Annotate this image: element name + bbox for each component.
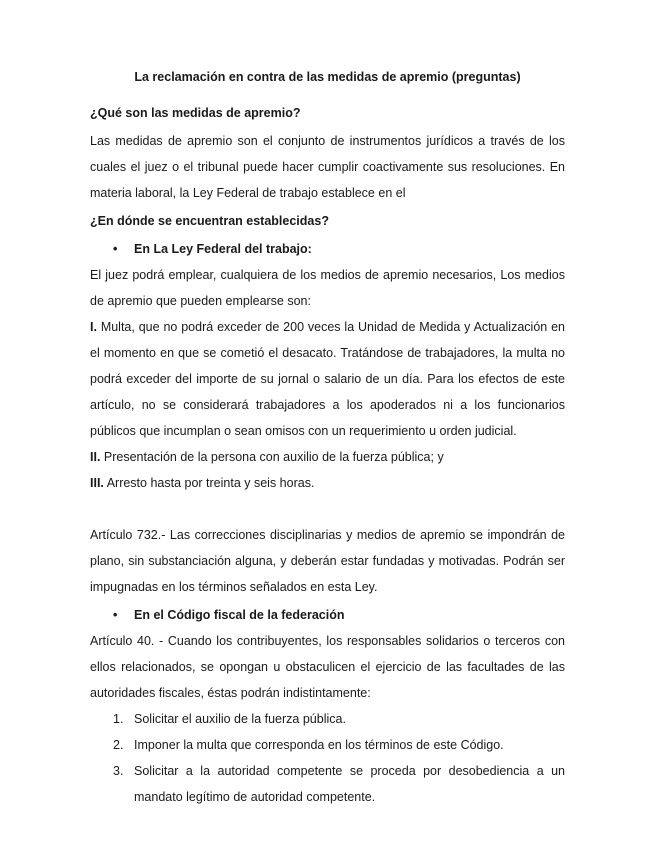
apremio-item-presentacion [90,444,565,470]
item-text-3: Arresto hasta por treinta y seis horas. [103,476,315,490]
section-heading-que-son: ¿Qué son las medidas de apremio? [90,106,301,120]
list-item-3 [113,758,565,810]
paragraph-articulo-40: Artículo 40. - Cuando los contribuyentes, los responsables solidarios o terceros con ellos relacionados, se opongan u obstaculicen el ejercicio de las facultades de las autoridades fiscales, éstas podrán indistintamente: [90,634,565,700]
apremio-item-multa [90,314,565,444]
list-item-text: Solicitar a la autoridad competente se proceda por desobediencia a un mandato legítimo de autoridad competente. [134,764,565,804]
paragraph-medios-intro: El juez podrá emplear, cualquiera de los medios de apremio necesarios, Los medios de apremio que pueden emplearse son: [90,268,565,308]
list-item-text: Solicitar el auxilio de la fuerza pública. [134,712,346,726]
list-item-number: 3. [113,764,124,778]
list-item-2 [113,732,565,758]
bullet-icon: • [113,608,118,622]
bullet-item-codigo-fiscal [90,602,565,628]
list-item-text: Imponer la multa que corresponda en los términos de este Código. [134,738,504,752]
bullet-label-ley-federal: En La Ley Federal del trabajo: [134,242,312,256]
bullet-item-ley-federal [90,236,565,262]
paragraph-articulo-732: Artículo 732.- Las correcciones disciplinarias y medios de apremio se impondrán de plano, sin substanciación alguna, y deberán estar fundadas y motivadas. Podrán ser impugnadas en los términos señalados en esta Ley. [90,528,565,594]
bullet-icon: • [113,242,118,256]
list-item-1 [113,706,565,732]
bullet-label-codigo-fiscal: En el Código fiscal de la federación [134,608,345,622]
item-numeral-2: II. [90,450,101,464]
item-numeral-1: I. [90,320,97,334]
section-heading-donde-establecidas: ¿En dónde se encuentran establecidas? [90,214,329,228]
list-item-number: 1. [113,712,124,726]
item-numeral-3: III. [90,476,104,490]
list-item-number: 2. [113,738,124,752]
document-title: La reclamación en contra de las medidas de apremio (preguntas) [134,70,521,84]
apremio-item-arresto [90,470,565,496]
item-text-2: Presentación de la persona con auxilio de la fuerza pública; y [100,450,444,464]
paragraph-intro-medidas: Las medidas de apremio son el conjunto de instrumentos jurídicos a través de los cuales el juez o el tribunal puede hacer cumplir coactivamente sus resoluciones. En materia laboral, la Ley Federal de trabajo establece en el [90,134,565,200]
numbered-list [90,706,565,810]
item-text-1: Multa, que no podrá exceder de 200 veces la Unidad de Medida y Actualización en el momento en que se cometió el desacato. Tratándose de trabajadores, la multa no podrá exceder del importe de su jornal o salario de un día. Para los efectos de este artículo, no se considerará trabajadores a los apoderados ni a los funcionarios públicos que incumplan o sean omisos con un requerimiento u orden judicial. [90,320,565,438]
